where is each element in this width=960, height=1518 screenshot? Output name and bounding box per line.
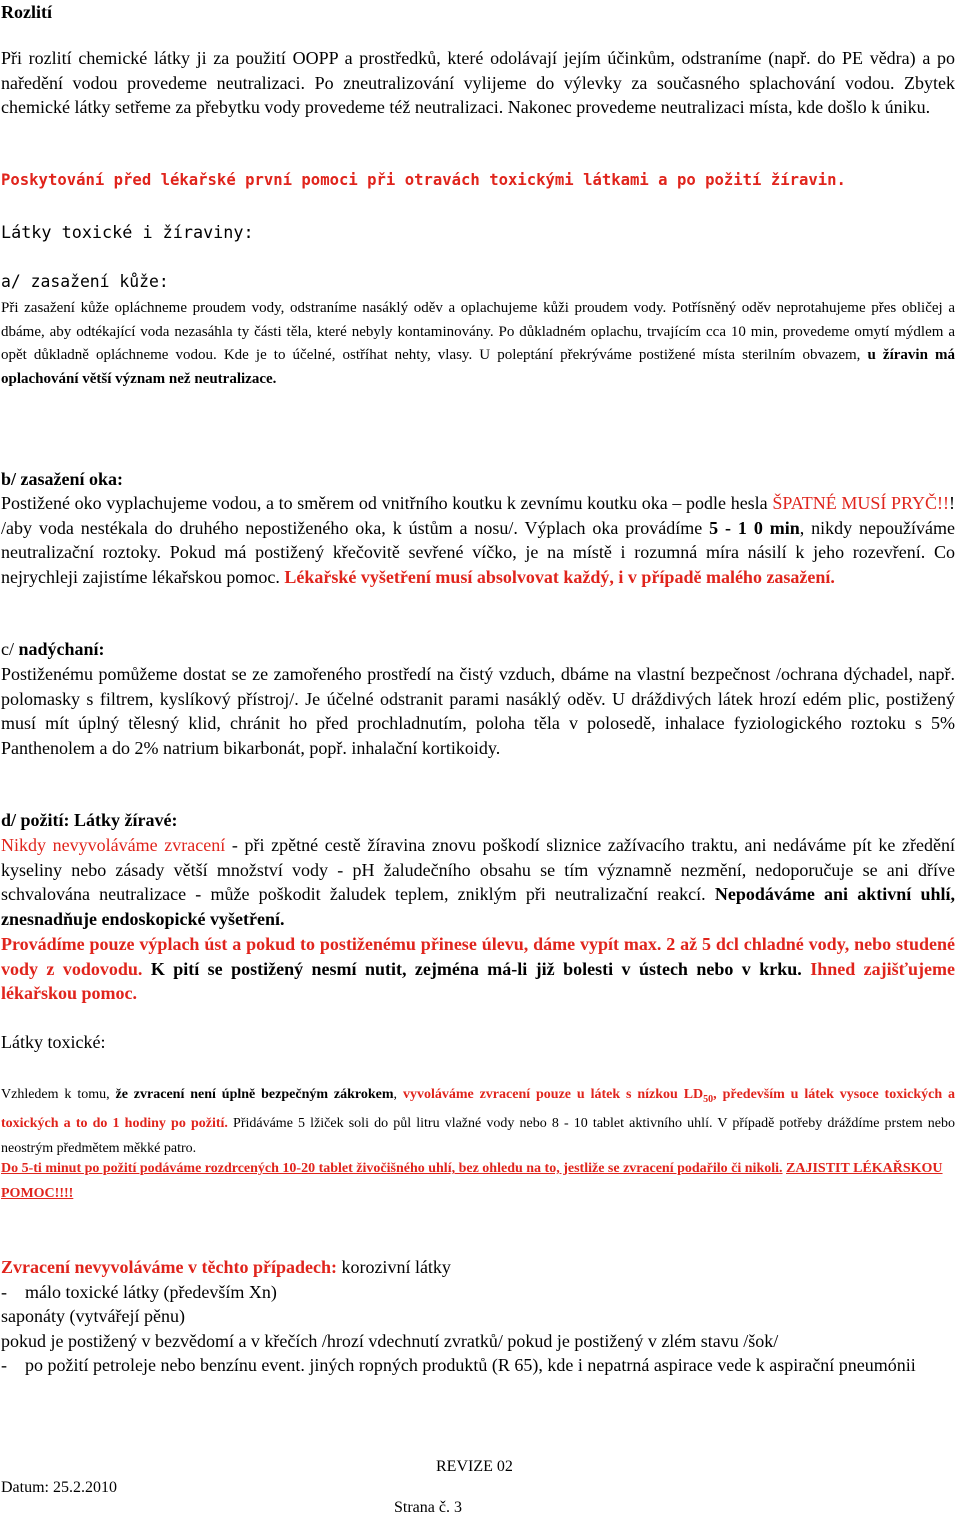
ingest-text-2: - při zpětné cestě žíravina znovu poškodí sliznice zažívacího traktu, ani nedáváme pít ke zředění kyseliny nebo zásady větší množství vody - pH žaludečního obsahu se tím významně nezmění, nedoporučuje se ani dříve schvalována neutralizace - může poškodit žaludek teplem, zniklým při neutralizační reakcí.	[1, 835, 956, 904]
eye-text-3: ! /aby voda nestékala do druhého nepostiženého oka, k ústům a nosu/. Výplach oka provádíme	[1, 493, 956, 538]
eye-warning: Lékařské vyšetření musí absolvovat každý, i v případě malého zasažení.	[284, 566, 835, 587]
inhale-heading-b: nadýchaní:	[18, 639, 105, 659]
toxic-paragraph-2	[1, 1157, 955, 1206]
toxic-induce: vyvoláváme zvracení pouze u látek s nízkou $LD_{50}$, především u látek vysoce toxických a toxických a to do 1 hodiny po požití.	[1, 1087, 955, 1132]
footer-page-number: Strana č. 3	[394, 1499, 462, 1516]
ingest-no-force: K pití se postižený nesmí nutit, zejména má-li již bolesti v ústech nebo v krku.	[142, 958, 811, 979]
toxic-not-safe: že zvracení není úplně bezpečným zákrokem	[115, 1087, 394, 1102]
toxic-salt: Přidáváme 5 lžiček soli do půl litru vlažné vody nebo	[227, 1116, 552, 1132]
no-vomit-corrosive: korozivní látky	[336, 1257, 451, 1277]
eye-motto: ŠPATNÉ MUSÍ PRYČ!!	[772, 493, 950, 513]
ingest-no-vomit: Nikdy nevyvoláváme zvracení	[1, 835, 226, 855]
no-vomit-heading: Zvracení nevyvoláváme v těchto případech:	[1, 1257, 337, 1277]
eye-text-1: Postižené oko vyplachujeme vodou, a to směrem od vnitřního koutku k zevnímu koutku oka – podle hesla	[1, 493, 773, 513]
ld50-subscript: 50	[703, 1093, 714, 1105]
toxic-charcoal-note: Do 5-ti minut po požití podáváme rozdrcených 10-20 tablet živočišného uhlí, bez ohledu na to, jestliže se zvracení podařilo či nikoli.	[1, 1161, 783, 1176]
spill-paragraph: Při rozlití chemické látky ji za použití OOPP a prostředků, které odolávají jejím účinkům, odstraníme (např. do PE vědra) a po naředění vodou provedeme neutralizaci. Po zneutralizování vylijeme do výlevky za současného splachování vodou. Zbytek chemické látky setřeme za přebytku vody provedeme též neutralizaci. Nakonec provedeme neutralizaci místa, kde došlo k úniku.	[1, 48, 955, 117]
toxic-comma: ,	[393, 1087, 403, 1102]
eye-text-5: , nikdy nepoužíváme neutralizační roztoky. Pokud má postižený křečovitě sevřené víčko, je na místě i rozumná míra násilí k jeho rozevření. Co nejrychleji zajistíme lékařskou pomoc.	[1, 517, 955, 587]
toxic-tablets: 8 - 10	[551, 1116, 588, 1132]
first-aid-heading: Poskytování před lékařské první pomoci při otravách toxickými látkami a po požití žíravin.	[1, 171, 846, 189]
skin-paragraph	[1, 297, 955, 391]
inhale-heading	[1, 637, 955, 662]
footer-revision: REVIZE 02	[436, 1458, 513, 1475]
skin-text-2: U poleptání překrýváme postižené místa sterilním obvazem,	[472, 347, 868, 364]
toxic-text-8: tablet aktivního uhlí. V případě potřeby dráždíme prstem nebo neostrým předmětem měkké patro.	[1, 1116, 955, 1156]
toxic-paragraph-1	[1, 1083, 955, 1161]
no-vomit-item-1: - málo toxické látky (především Xn)	[1, 1281, 277, 1302]
no-vomit-list	[1, 1255, 955, 1378]
no-vomit-item-3: pokud je postižený v bezvědomí a v křečích /hrozí vdechnutí zvratků/ pokud je postižený v zlém stavu /šok/	[1, 1330, 779, 1351]
ingest-rinse: Provádíme pouze výplach úst a pokud to postiženému přinese úlevu, dáme vypít max. 2 až 5 dcl chladné vody, nebo studené vody z vodovodu.	[1, 934, 955, 979]
no-vomit-heading-line	[1, 1255, 955, 1280]
eye-heading: b/ zasažení oka:	[1, 469, 124, 489]
no-vomit-item-4: - po požití petroleje nebo benzínu event. jiných ropných produktů (R 65), kde i nepatrná aspirace vede k aspirační pneumónii	[1, 1355, 916, 1375]
eye-paragraph	[1, 491, 955, 589]
no-vomit-item-2: saponáty (vytvářejí pěnu)	[1, 1306, 185, 1326]
inhale-paragraph: Postiženému pomůžeme dostat se ze zamořeného prostředí na čistý vzduch, dbáme na vlastní bezpečnost /ochrana dýchadel, např. polomasky s filtrem, kyslíkový přístroj/. Je účelné odstranit parami nasáklý oděv. U dráždivých látek hrozí edém plic, postižený musí mít úplný tělesný klid, chránit ho před prochladnutím, poloha těla v polosedě, inhalace fyziologického roztoku s 5% Panthenolem a do 2% natrium bikarbonát, popř. inhalační kortikoidy.	[1, 664, 955, 758]
ingest-medical: Ihned zajišťujeme lékařskou pomoc.	[1, 958, 955, 1003]
ingest-paragraph-1	[1, 833, 955, 931]
page-title: Rozlití	[1, 2, 52, 22]
toxic-heading: Látky toxické:	[1, 1032, 106, 1052]
toxic-call-doctor: ZAJISTIT LÉKAŘSKOU POMOC!!!!	[1, 1161, 943, 1201]
eye-duration: 5 - 1 0 min	[709, 517, 800, 538]
ingest-no-charcoal: Nepodáváme ani aktivní uhlí, znesnadňuje endoskopické vyšetření.	[1, 884, 955, 929]
toxic-text-1: Vzhledem k tomu,	[1, 1087, 116, 1102]
ingest-heading: d/ požití: Látky žíravé:	[1, 810, 178, 830]
ingest-paragraph-2	[1, 932, 955, 1006]
skin-heading: a/ zasažení kůže:	[1, 272, 169, 291]
skin-text-3-bold: u žíravin má oplachování větší význam než neutralizace.	[1, 347, 955, 387]
toxic-caustic-heading: Látky toxické i žíraviny:	[1, 222, 254, 242]
inhale-heading-a: c/	[1, 639, 19, 659]
footer-date: Datum: 25.2.2010	[1, 1479, 117, 1496]
skin-text-1: Při zasažení kůže opláchneme proudem vody, odstraníme nasáklý oděv a oplachujeme kůži proudem vody. Potřísněný oděv neprotahujeme přes obličej a dbáme, aby odtékající voda nezasáhla ty části těla, které nebyly kontaminovány. Po důkladném oplachu, trvajícím cca 10 min, provedeme omytí mýdlem a opět důkladně opláchneme vodou. Kde je to účelné, ostříhat nehty, vlasy.	[1, 300, 955, 364]
